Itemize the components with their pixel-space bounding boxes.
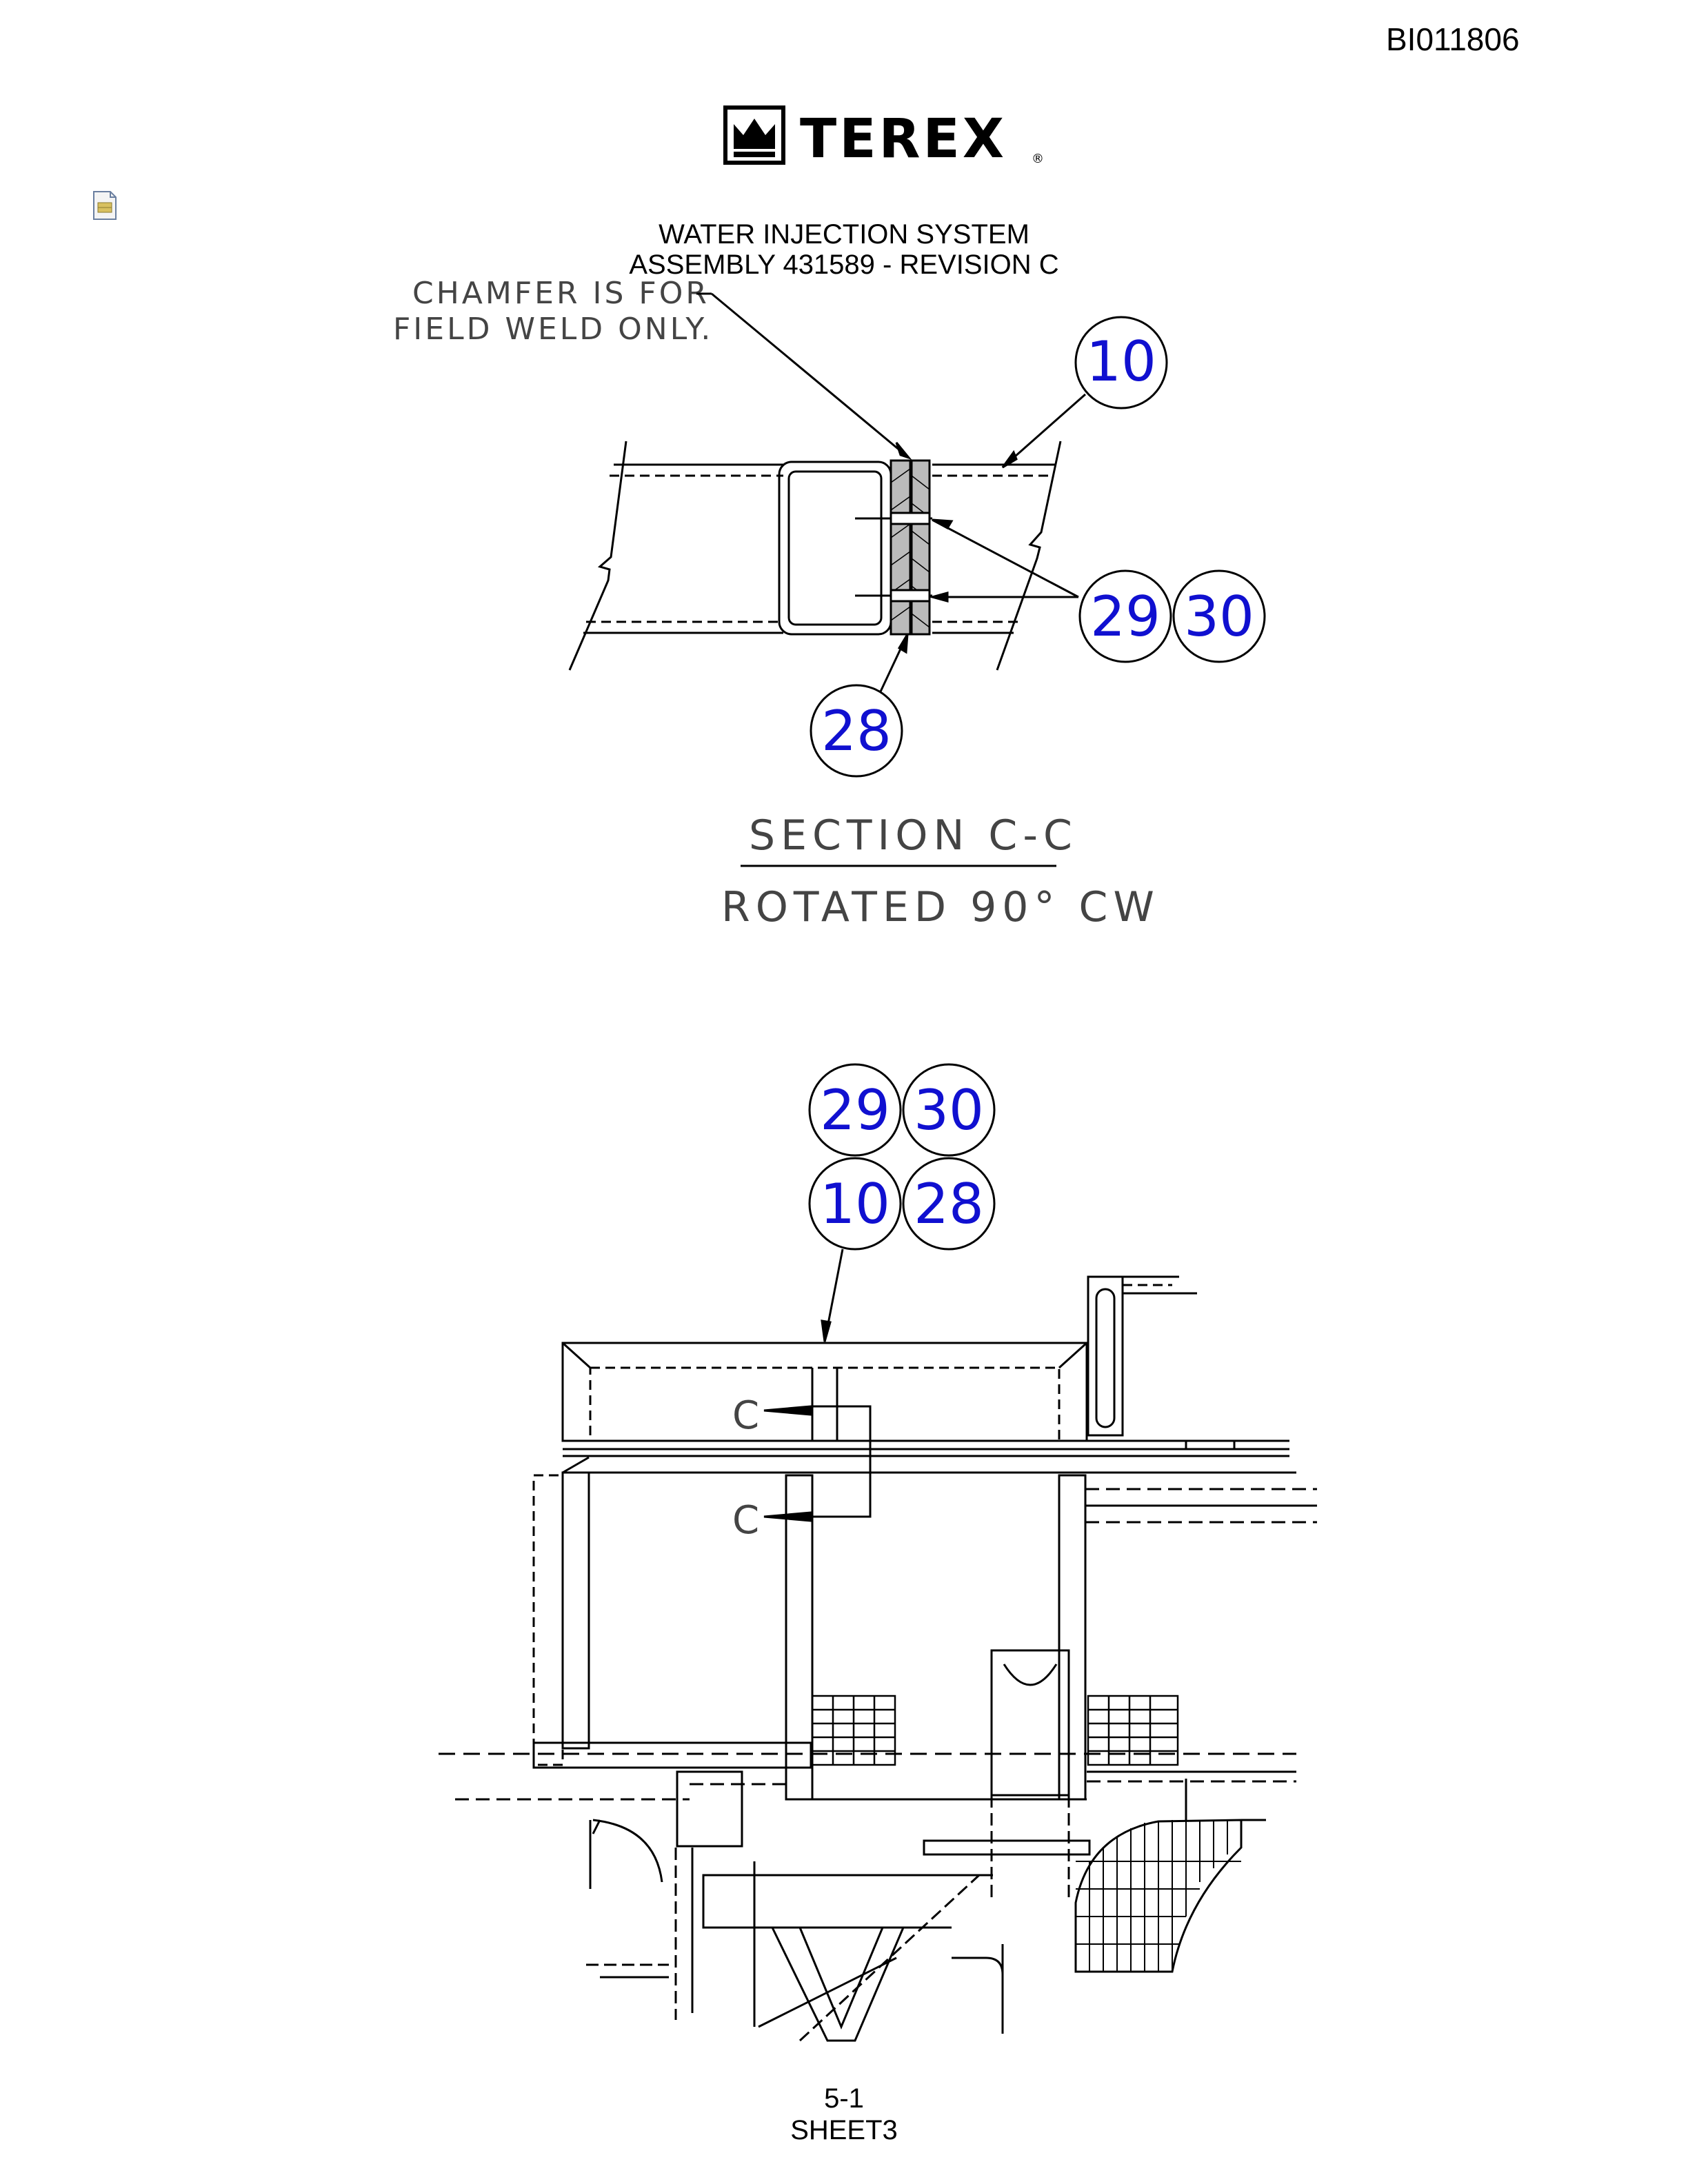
page-number: 5-1 (824, 2083, 864, 2114)
section-caption-1: SECTION C-C (749, 811, 1078, 860)
section-mark: C (732, 1498, 760, 1543)
balloon: 10 (1086, 330, 1156, 394)
balloon: 29 (820, 1078, 890, 1142)
section-mark: C (732, 1393, 760, 1438)
brand-name: TEREX (800, 108, 1007, 170)
plan-view (439, 1064, 1317, 2041)
section-cc-view (393, 276, 1160, 931)
section-caption-2: ROTATED 90° CW (721, 883, 1160, 931)
title-line-2: ASSEMBLY 431589 - REVISION C (629, 250, 1059, 280)
document-id: BI011806 (1386, 21, 1520, 57)
balloon: 29 (1090, 585, 1160, 649)
chamfer-note-2: FIELD WELD ONLY. (393, 312, 714, 347)
balloon: 28 (821, 699, 892, 763)
title-line-1: WATER INJECTION SYSTEM (659, 219, 1029, 250)
balloon: 28 (914, 1172, 984, 1236)
sheet-label: SHEET3 (790, 2115, 898, 2145)
svg-text:®: ® (1032, 152, 1044, 166)
balloon: 10 (820, 1172, 890, 1236)
chamfer-note-1: CHAMFER IS FOR (412, 276, 710, 311)
balloon: 30 (1184, 585, 1254, 649)
balloon: 30 (914, 1078, 984, 1142)
